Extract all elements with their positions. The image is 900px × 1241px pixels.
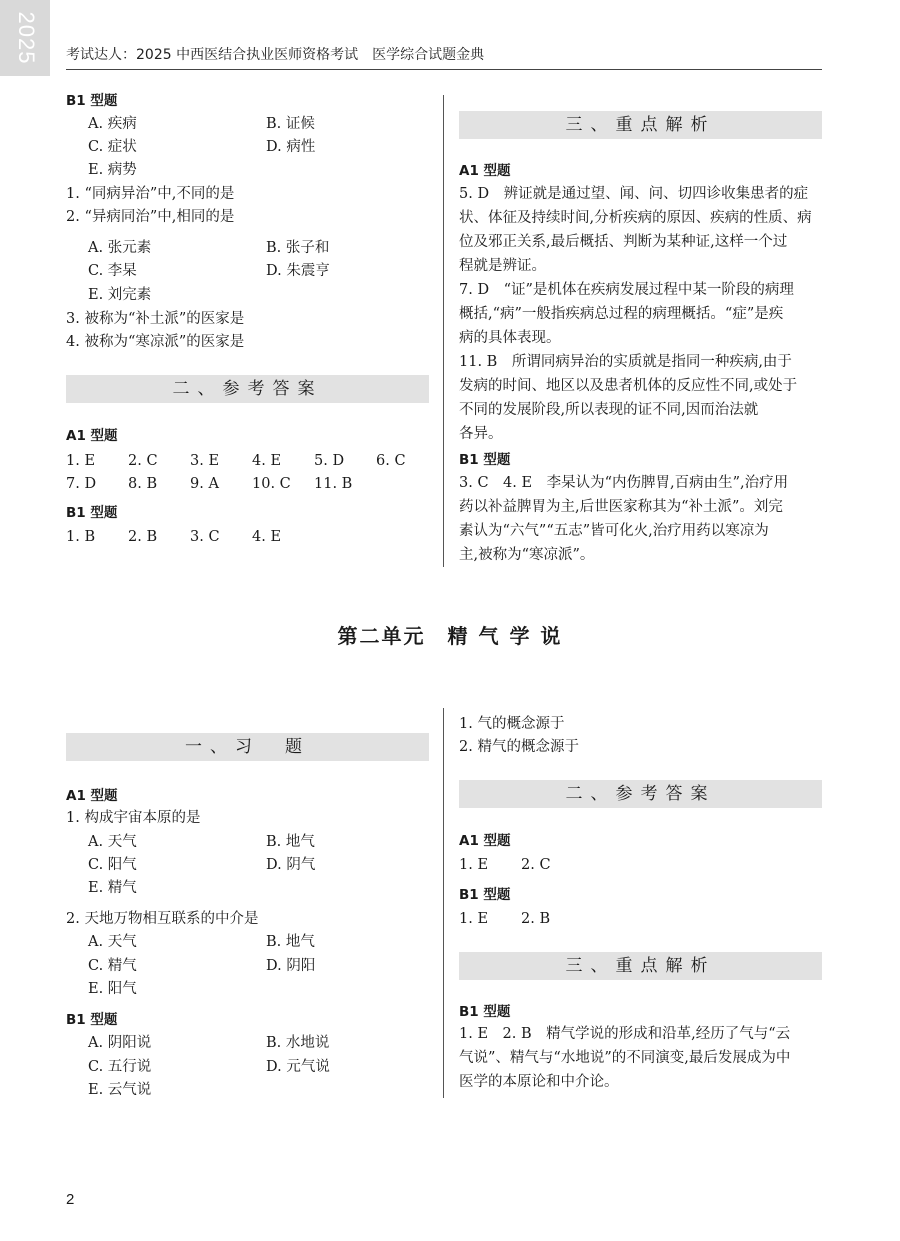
- option: B. 地气: [266, 834, 315, 850]
- analysis-line: 位及邪正关系,最后概括、判断为某种证,这样一个过: [459, 234, 788, 250]
- question: 2. “异病同治”中,相同的是: [66, 209, 235, 225]
- analysis-line: 5. D 辨证就是通过望、闻、问、切四诊收集患者的症: [459, 186, 809, 202]
- option: D. 元气说: [266, 1059, 330, 1075]
- a1-heading: A1 型题: [66, 788, 118, 804]
- option: D. 阴气: [266, 857, 316, 873]
- a1-heading: A1 型题: [66, 428, 118, 444]
- analysis-line: 概括,“病”一般指疾病总过程的病理概括。“症”是疾: [459, 306, 784, 322]
- analysis-line: 状、体征及持续时间,分析疾病的原因、疾病的性质、病: [459, 210, 812, 226]
- analysis-line: 1. E 2. B 精气学说的形成和沿革,经历了气与“云: [459, 1026, 791, 1042]
- option: D. 阴阳: [266, 958, 316, 974]
- analysis-line: 程就是辨证。: [459, 258, 546, 274]
- option: C. 五行说: [88, 1059, 152, 1075]
- b1-analysis-heading: B1 型题: [459, 1004, 511, 1020]
- a1-analysis-text: [459, 182, 822, 446]
- answer: 6. C: [376, 453, 406, 469]
- answer: 1. E: [459, 911, 489, 927]
- analysis-line: 各异。: [459, 426, 503, 442]
- option: E. 云气说: [88, 1082, 152, 1098]
- option: A. 天气: [88, 834, 137, 850]
- option: B. 张子和: [266, 240, 330, 256]
- b1-answers-heading: B1 型题: [459, 887, 511, 903]
- analysis-band: 三、重点解析: [459, 111, 822, 139]
- option: E. 阳气: [88, 981, 137, 997]
- exercise-band: 一、习 题: [66, 733, 429, 761]
- answer: 4. E: [252, 529, 282, 545]
- analysis-line: 素认为“六气”“五志”皆可化火,治疗用药以寒凉为: [459, 523, 769, 539]
- option: E. 刘完素: [88, 287, 152, 303]
- answer: 9. A: [190, 476, 219, 492]
- analysis-line: 11. B 所谓同病异治的实质就是指同一种疾病,由于: [459, 354, 792, 370]
- option: B. 地气: [266, 934, 315, 950]
- option: A. 张元素: [88, 240, 152, 256]
- header-rule: [66, 69, 822, 70]
- answer: 1. E: [66, 453, 96, 469]
- analysis-line: 3. C 4. E 李杲认为“内伤脾胃,百病由生”,治疗用: [459, 475, 789, 491]
- running-title: 考试达人：2025 中西医结合执业医师资格考试 医学综合试题金典: [66, 47, 485, 63]
- question: 3. 被称为“补土派”的医家是: [66, 311, 245, 327]
- answers-band: 二、参考答案: [459, 780, 822, 808]
- answer: 3. C: [190, 529, 220, 545]
- column-divider-top: [443, 95, 444, 567]
- a1-answers-heading: A1 型题: [459, 833, 511, 849]
- option: D. 病性: [266, 139, 316, 155]
- answer: 10. C: [252, 476, 291, 492]
- analysis-band: 三、重点解析: [459, 952, 822, 980]
- answer: 1. E: [459, 857, 489, 873]
- answer: 2. B: [128, 529, 158, 545]
- answer: 8. B: [128, 476, 158, 492]
- question: 2. 精气的概念源于: [459, 739, 579, 755]
- question: 1. “同病异治”中,不同的是: [66, 186, 235, 202]
- answer: 3. E: [190, 453, 220, 469]
- answer: 7. D: [66, 476, 97, 492]
- option: E. 精气: [88, 880, 137, 896]
- analysis-line: 7. D “证”是机体在疾病发展过程中某一阶段的病理: [459, 282, 794, 298]
- option: B. 证候: [266, 116, 315, 132]
- analysis-line: 气说”、精气与“水地说”的不同演变,最后发展成为中: [459, 1050, 791, 1066]
- b1-analysis-heading: B1 型题: [459, 452, 511, 468]
- question: 4. 被称为“寒凉派”的医家是: [66, 334, 245, 350]
- answer: 11. B: [314, 476, 353, 492]
- analysis-line: 药以补益脾胃为主,后世医家称其为“补土派”。刘完: [459, 499, 783, 515]
- option: B. 水地说: [266, 1035, 330, 1051]
- question: 2. 天地万物相互联系的中介是: [66, 911, 259, 927]
- a1-analysis-heading: A1 型题: [459, 163, 511, 179]
- answer: 4. E: [252, 453, 282, 469]
- year-tab: [0, 0, 50, 76]
- option: A. 疾病: [88, 116, 137, 132]
- b1-analysis-text: [459, 471, 822, 567]
- question: 1. 构成宇宙本原的是: [66, 810, 201, 826]
- option: C. 精气: [88, 958, 137, 974]
- b1-heading: B1 型题: [66, 93, 118, 109]
- option: A. 天气: [88, 934, 137, 950]
- option: D. 朱震亨: [266, 263, 330, 279]
- answer: 1. B: [66, 529, 96, 545]
- option: C. 阳气: [88, 857, 137, 873]
- analysis-line: 不同的发展阶段,所以表现的证不同,因而治法就: [459, 402, 759, 418]
- option: C. 李杲: [88, 263, 137, 279]
- analysis-line: 发病的时间、地区以及患者机体的反应性不同,或处于: [459, 378, 798, 394]
- option: A. 阴阳说: [88, 1035, 152, 1051]
- answer: 2. B: [521, 911, 551, 927]
- option: E. 病势: [88, 162, 137, 178]
- b1-analysis-text: [459, 1022, 822, 1094]
- column-divider-bottom: [443, 708, 444, 1098]
- question: 1. 气的概念源于: [459, 716, 565, 732]
- answers-band: 二、参考答案: [66, 375, 429, 403]
- page-number: 2: [66, 1191, 75, 1208]
- analysis-line: 主,被称为“寒凉派”。: [459, 547, 595, 563]
- answer: 5. D: [314, 453, 345, 469]
- answer: 2. C: [521, 857, 551, 873]
- b1-heading: B1 型题: [66, 1012, 118, 1028]
- year-tab-text: 2025: [14, 11, 39, 65]
- analysis-line: 医学的本原论和中介论。: [459, 1074, 619, 1090]
- unit-title: 第二单元 精 气 学 说: [337, 624, 563, 648]
- option: C. 症状: [88, 139, 137, 155]
- analysis-line: 病的具体表现。: [459, 330, 561, 346]
- b1-answers-heading: B1 型题: [66, 505, 118, 521]
- answer: 2. C: [128, 453, 158, 469]
